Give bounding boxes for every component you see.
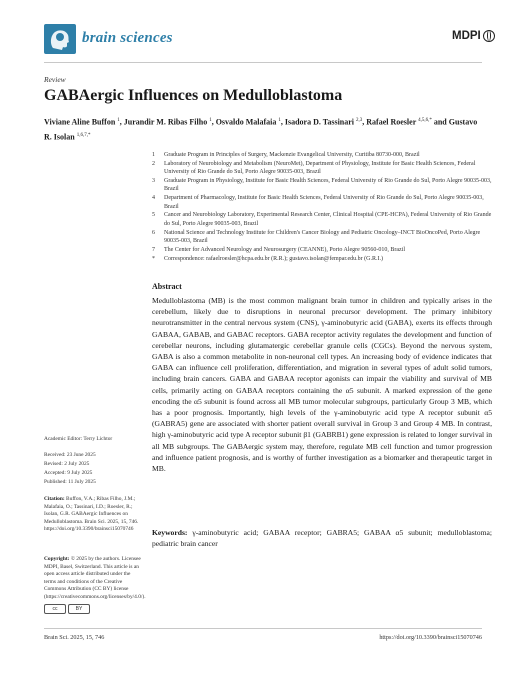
affiliation-item bbox=[152, 246, 492, 254]
article-type: Review bbox=[44, 75, 66, 84]
header-divider bbox=[44, 62, 482, 63]
affiliation-text: Correspondence: rafaelroesler@hcpa.edu.br (R.R.); gustavo.isolan@fempar.edu.br (G.R.I.) bbox=[164, 255, 383, 262]
keywords-text: γ-aminobutyric acid; GABAA receptor; GABRA5; GABAA α5 subunit; medulloblastoma; pediatric brain cancer bbox=[152, 528, 492, 549]
author-affiliation-marker: 1 bbox=[209, 118, 212, 123]
affiliation-text: Graduate Program in Physiology, Institute for Basic Health Sciences, Federal University of Rio Grande do Sul, Porto Alegre 90035-003, Brazil bbox=[164, 178, 492, 193]
copyright-text: © 2025 by the authors. Licensee MDPI, Basel, Switzerland. This article is an open access article distributed under the terms and conditions of the Creative Commons Attribution (CC BY) license (https://creativecommons.org/licenses/by/4.0/). bbox=[44, 556, 146, 600]
citation-text[interactable]: Buffon, V.A.; Ribas Filho, J.M.; Malafaia, O.; Tassinari, I.D.; Roesler, R.; Isolan, G.R. GABAergic Influences on Medulloblastoma. Brain Sci. 2025, 15, 746. https://doi.org/10.3390/brainsci15070746 bbox=[44, 496, 139, 532]
journal-name: brain sciences bbox=[82, 30, 173, 46]
cc-icon: cc bbox=[44, 604, 66, 614]
author-name[interactable]: Osvaldo Malafaia bbox=[215, 117, 277, 127]
abstract-heading: Abstract bbox=[152, 282, 182, 291]
author-name[interactable]: Rafael Roesler bbox=[366, 117, 417, 127]
keywords-label: Keywords: bbox=[152, 528, 188, 537]
publisher-logo bbox=[452, 30, 495, 42]
affiliation-number: * bbox=[152, 255, 155, 262]
author-affiliation-marker: 1 bbox=[117, 118, 120, 123]
affiliation-text: Laboratory of Neurobiology and Metabolism (NeuroMet), Department of Physiology, Institute for Basic Health Sciences, Federal University of Rio Grande do Sul, Porto Alegre 90035-003, Brazil bbox=[164, 160, 476, 176]
affiliation-item bbox=[152, 177, 492, 194]
author-affiliation-marker: 1 bbox=[278, 118, 281, 123]
author-affiliation-marker: 4,5,6,* bbox=[418, 118, 432, 123]
affiliation-item bbox=[152, 151, 492, 159]
affiliation-number: 5 bbox=[152, 212, 155, 219]
received-date: Received: 23 June 2025 bbox=[44, 452, 96, 458]
published-date: Published: 11 July 2025 bbox=[44, 479, 96, 485]
affiliation-number: 4 bbox=[152, 195, 155, 202]
affiliation-text: National Science and Technology Institute for Children's Cancer Biology and Pediatric Oncology–INCT BioOncoPed, Porto Alegre 90035-003, Brazil bbox=[164, 229, 481, 244]
author-name[interactable]: Isadora D. Tassinari bbox=[284, 117, 355, 127]
author-name[interactable]: Viviane Aline Buffon bbox=[44, 117, 116, 127]
affiliation-text: Cancer and Neurobiology Laboratory, Experimental Research Center, Clinical Hospital (CPE-HCPA), Federal University of Rio Grande do Sul, Porto Alegre 90035-003, Brazil bbox=[164, 212, 492, 227]
citation bbox=[44, 496, 142, 534]
footer-doi[interactable]: https://doi.org/10.3390/brainsci15070746 bbox=[379, 634, 482, 641]
accepted-date: Accepted: 9 July 2025 bbox=[44, 470, 93, 476]
copyright-label: Copyright: bbox=[44, 556, 70, 562]
affiliation-number: 2 bbox=[152, 160, 155, 167]
brain-head-icon bbox=[44, 24, 76, 54]
footer-divider bbox=[44, 628, 482, 629]
by-icon: BY bbox=[68, 604, 90, 614]
affiliation-number: 3 bbox=[152, 178, 155, 185]
affiliation-item bbox=[152, 229, 492, 246]
publisher-name: MDPI bbox=[452, 30, 481, 42]
copyright bbox=[44, 556, 146, 614]
article-title: GABAergic Influences on Medulloblastoma bbox=[44, 87, 343, 104]
author-affiliation-marker: 1,6,7,* bbox=[76, 132, 91, 138]
cc-by-badge[interactable] bbox=[44, 604, 90, 614]
affiliation-text: Graduate Program in Principles of Surgery, Mackenzie Evangelical University, Curitiba 80730-000, Brazil bbox=[164, 152, 420, 158]
affiliation-number: 7 bbox=[152, 246, 155, 253]
author-name[interactable]: Gustavo R. Isolan bbox=[44, 117, 478, 142]
affiliation-item bbox=[152, 255, 492, 263]
academic-editor: Academic Editor: Terry Lichtor bbox=[44, 436, 113, 442]
affiliation-item bbox=[152, 211, 492, 228]
affiliation-list bbox=[152, 151, 492, 264]
revised-date: Revised: 2 July 2025 bbox=[44, 461, 90, 467]
abstract-text: Medulloblastoma (MB) is the most common malignant brain tumor in children and typically arises in the cerebellum, likely due to disruptions in neuronal precursor development. The primary inhibitory neurotransmitter in the central nervous system (CNS), γ-aminobutyric acid (GABA), exerts its effects through GABAA, GABAB, and GABAC receptors. GABA receptor activity regulates the development and function of cerebellar neurons, including glutamatergic cerebellar granule cells (CGCs). Beyond the nervous system, GABA is also a common metabolite in non-neuronal cell types. An increasing body of evidence indicates that GABA can influence cell proliferation, differentiation, and migration in several types of adult solid tumors, including brain cancers. GABA and GABAA receptor agonists can impair the viability and survival of MB cells, primarily acting on GABAA receptors containing the α5 subunit. A marked expression of the gene encoding the α5 subunit is found across all MB tumor molecular subgroups, particularly Group 3 MB, which has a poor prognosis. Importantly, high levels of the γ-aminobutyric acid type A receptor subunit α5 (GABRA5) gene are associated with shorter patient overall survival in Group 3 and Group 4 MB. In contrast, high γ-aminobutyric acid type A receptor subunit β1 (GABRB1) gene expression is related to longer survival in all MB subgroups. The GABAergic system may, therefore, regulate MB cell function and tumor progression and influence patient prognosis, and is worthy of further investigation as a biomarker and therapeutic target in MB. bbox=[152, 296, 492, 474]
author-name[interactable]: Jurandir M. Ribas Filho bbox=[123, 117, 208, 127]
globe-icon bbox=[483, 30, 495, 42]
affiliation-number: 1 bbox=[152, 152, 155, 158]
affiliation-item bbox=[152, 194, 492, 211]
footer-citation: Brain Sci. 2025, 15, 746 bbox=[44, 634, 105, 641]
affiliation-text: Department of Pharmacology, Institute for Basic Health Sciences, Federal University of Rio Grande do Sul, Porto Alegre 90035-003, Brazil bbox=[164, 195, 484, 210]
keywords bbox=[152, 527, 492, 549]
author-list: Viviane Aline Buffon $^1$, Jurandir M. Ribas Filho $^1$, Osvaldo Malafaia $^1$, Isadora D. Tassinari $^{2,3}$, Rafael Roesler $^{4,5,6,*}$ and Gustavo R. Isolan $^{1,6,7,*}$ bbox=[44, 117, 478, 142]
journal-logo bbox=[44, 24, 76, 54]
affiliation-number: 6 bbox=[152, 229, 155, 236]
citation-label: Citation: bbox=[44, 496, 65, 502]
affiliation-text: The Center for Advanced Neurology and Neurosurgery (CEANNE), Porto Alegre 90560-010, Brazil bbox=[164, 246, 405, 253]
author-affiliation-marker: 2,3 bbox=[356, 118, 363, 123]
affiliation-item bbox=[152, 160, 492, 177]
